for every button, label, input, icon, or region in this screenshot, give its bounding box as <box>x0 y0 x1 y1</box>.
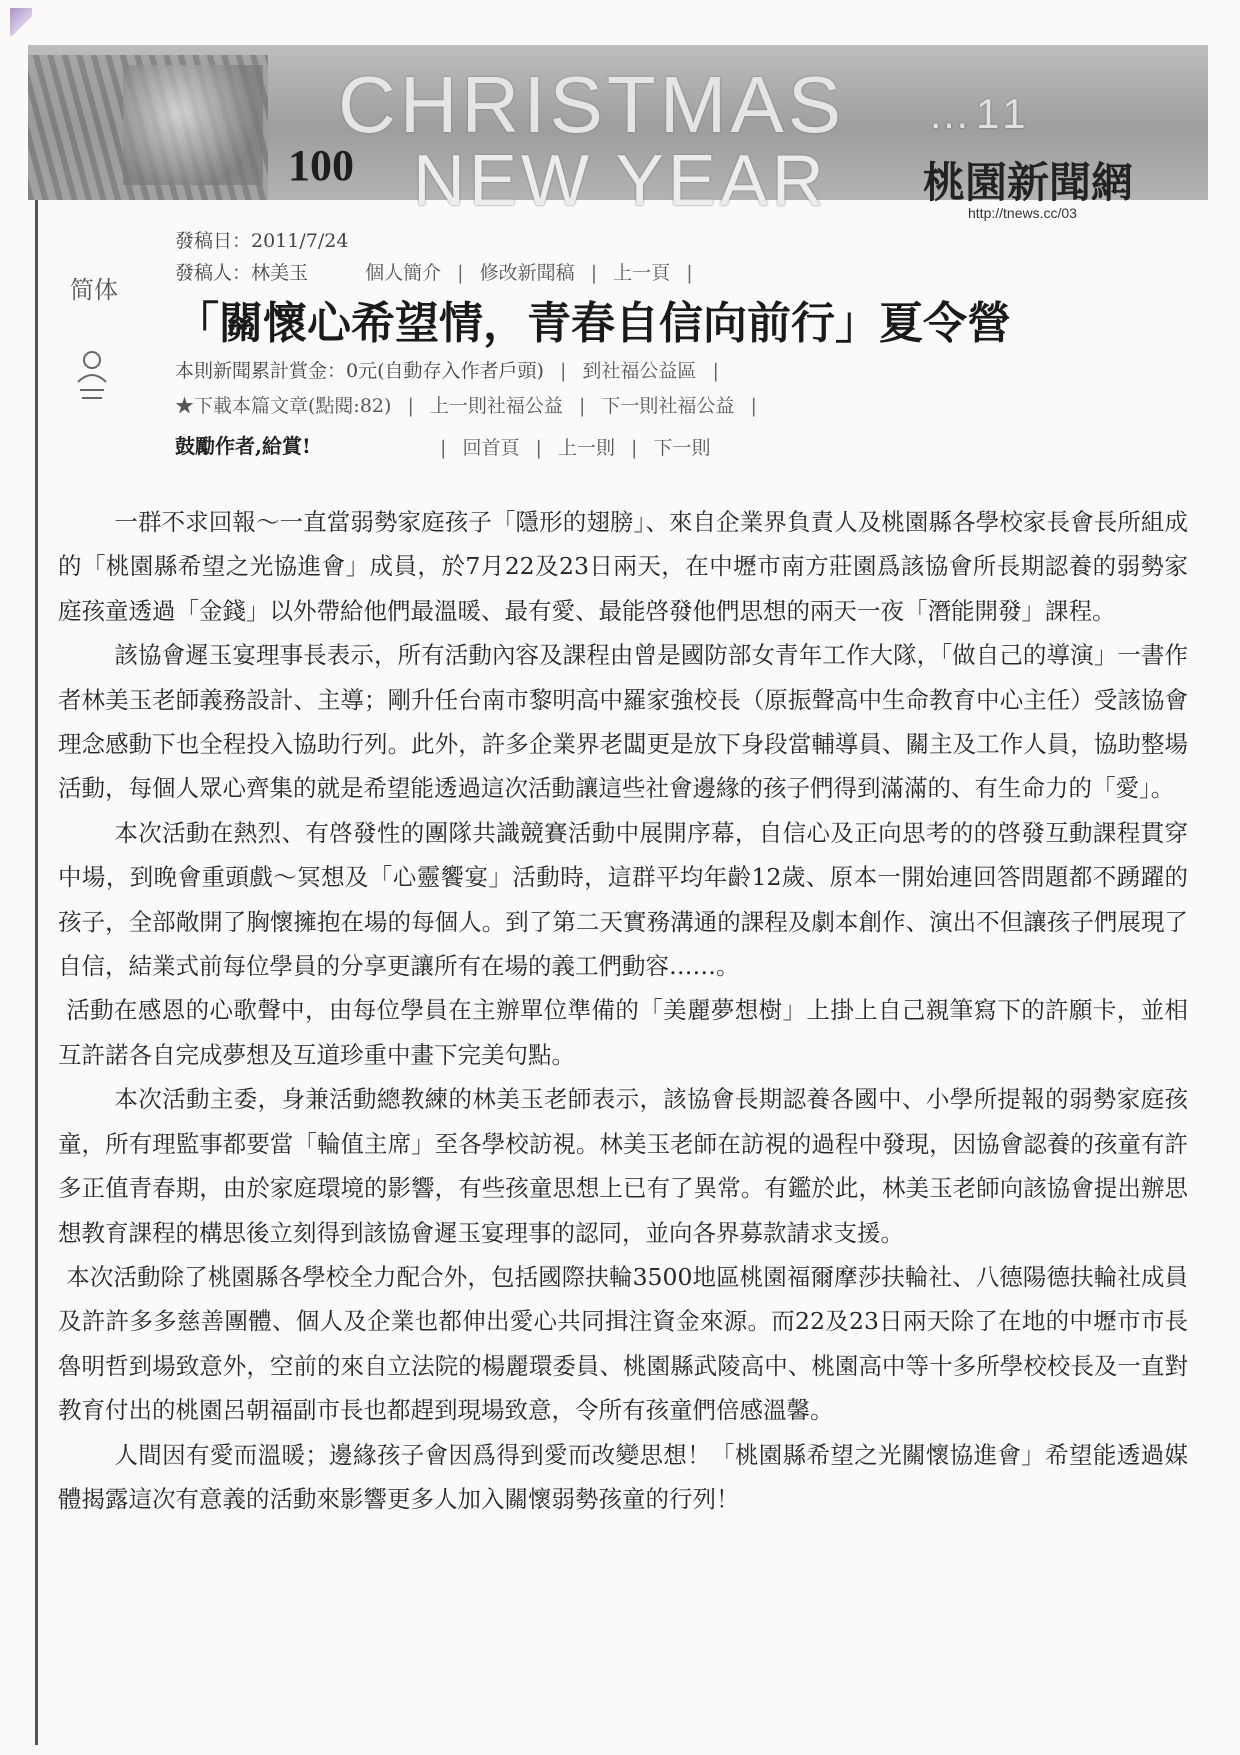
site-url[interactable]: http://tnews.cc/03 <box>968 205 1077 221</box>
site-banner <box>28 45 1208 221</box>
article-paragraph: 本次活動主委，身兼活動總教練的林美玉老師表示，該協會長期認養各國中、小學所提報的弱勢家庭孩童，所有理監事都要當「輪值主席」至各學校訪視。林美玉老師在訪視的過程中發現，因協會認養的孩童有許多正值青春期，由於家庭環境的影響，有些孩童思想上已有了異常。有鑑於此，林美玉老師向該協會提出辦思想教育課程的構思後立刻得到該協會遲玉宴理事的認同，並向各界募款請求支援。 <box>58 1085 1188 1247</box>
author-name: 發稿人：林美玉 <box>175 262 309 284</box>
article-paragraph: 一群不求回報～一直當弱勢家庭孩子「隱形的翅膀」、來自企業界負責人及桃園縣各學校家長會長所組成的「桃園縣希望之光協進會」成員，於7月22及23日兩天，在中壢市南方莊園爲該協會所長期認養的弱勢家庭孩童透過「金錢」以外帶給他們最溫暖、最有愛、最能啓發他們思想的兩天一夜「潛能開發」課程。 <box>58 508 1188 625</box>
article-paragraph: 該協會遲玉宴理事長表示，所有活動內容及課程由曾是國防部女青年工作大隊，「做自己的導演」一書作者林美玉老師義務設計、主導；剛升任台南市黎明高中羅家強校長（原振聲高中生命教育中心主任）受該協會理念感動下也全程投入協助行列。此外，許多企業界老闆更是放下身段當輔導員、關主及工作人員，協助整場活動，每個人眾心齊集的就是希望能透過這次活動讓這些社會邊緣的孩子們得到滿滿的、有生命力的「愛」。 <box>58 641 1188 803</box>
download-article-link[interactable]: ★下載本篇文章(點閱:82) <box>175 395 392 417</box>
banner-new-year-text: NEW YEAR <box>413 141 828 221</box>
banner-photo-highlight <box>123 65 263 185</box>
previous-article-link[interactable]: 上一則 <box>557 437 615 459</box>
author-avatar-icon[interactable] <box>72 348 112 403</box>
banner-christmas-text: CHRISTMAS <box>338 60 846 149</box>
article-body <box>58 500 1188 1521</box>
home-link[interactable]: 回首頁 <box>462 437 520 459</box>
edit-news-link[interactable]: 修改新聞稿 <box>479 262 575 284</box>
site-logo[interactable]: 桃園新聞網 <box>923 158 1134 207</box>
article-title: 「關懷心希望情，青春自信向前行」夏令營 <box>175 298 1011 349</box>
previous-charity-link[interactable]: 上一則社福公益 <box>429 395 563 417</box>
download-line <box>175 391 767 418</box>
profile-link[interactable]: 個人簡介 <box>365 262 442 284</box>
separator: | <box>407 395 414 417</box>
separator: | <box>578 395 586 417</box>
post-date: 發稿日：2011/7/24 <box>175 230 349 252</box>
charity-zone-link[interactable]: 到社福公益區 <box>582 360 697 382</box>
separator: | <box>535 437 542 459</box>
reward-author-button[interactable]: 鼓勵作者,給賞! <box>175 434 311 458</box>
left-border-line <box>35 200 38 1745</box>
article-nav <box>430 433 711 460</box>
separator: | <box>686 262 693 284</box>
article-paragraph: 本次活動在熱烈、有啓發性的團隊共識競賽活動中展開序幕，自信心及正向思考的的啓發互動課程貫穿中場，到晚會重頭戲～冥想及「心靈饗宴」活動時，這群平均年齡12歲、原本一開始連回答問題都不踴躍的孩子，全部敞開了胸懷擁抱在場的每個人。到了第二天實務溝通的課程及劇本創作、演出不但讓孩子們展現了自信，結業式前每位學員的分享更讓所有在場的義工們動容……。 <box>58 818 1188 981</box>
separator: | <box>457 262 464 284</box>
separator: | <box>559 360 567 382</box>
next-charity-link[interactable]: 下一則社福公益 <box>601 395 735 417</box>
reward-line <box>175 356 729 383</box>
previous-page-link[interactable]: 上一頁 <box>613 262 671 284</box>
separator: | <box>712 360 719 382</box>
banner-code-decor: …11 <box>928 90 1032 137</box>
article-paragraph: 人間因有愛而溫暖；邊緣孩子會因爲得到愛而改變思想！「桃園縣希望之光關懷協進會」希望能透過媒體揭露這次有意義的活動來影響更多人加入關懷弱勢孩童的行列！ <box>58 1440 1188 1513</box>
author-line <box>175 258 703 285</box>
article-paragraph: 活動在感恩的心歌聲中，由每位學員在主辦單位準備的「美麗夢想樹」上掛上自己親筆寫下的許願卡，並相互許諾各自完成夢想及互道珍重中畫下完美句點。 <box>58 996 1188 1069</box>
corner-mark <box>10 8 32 36</box>
next-article-link[interactable]: 下一則 <box>653 437 711 459</box>
separator: | <box>631 437 638 459</box>
banner-number: 100 <box>288 141 354 190</box>
separator: | <box>440 437 447 459</box>
separator: | <box>590 262 598 284</box>
simplified-chinese-link[interactable]: 简体 <box>70 276 118 304</box>
separator: | <box>750 395 757 417</box>
article-paragraph: 本次活動除了桃園縣各學校全力配合外，包括國際扶輪3500地區桃園福爾摩莎扶輪社、八德陽德扶輪社成員及許許多多慈善團體、個人及企業也都伸出愛心共同揖注資金來源。而22及23日兩天除了在地的中壢市市長魯明哲到場致意外，空前的來自立法院的楊麗環委員、桃園縣武陵高中、桃園高中等十多所學校校長及一直對教育付出的桃園呂朝福副市長也都趕到現場致意，令所有孩童們倍感溫馨。 <box>58 1262 1188 1425</box>
reward-text: 本則新聞累計賞金：0元(自動存入作者戶頭) <box>175 360 544 382</box>
